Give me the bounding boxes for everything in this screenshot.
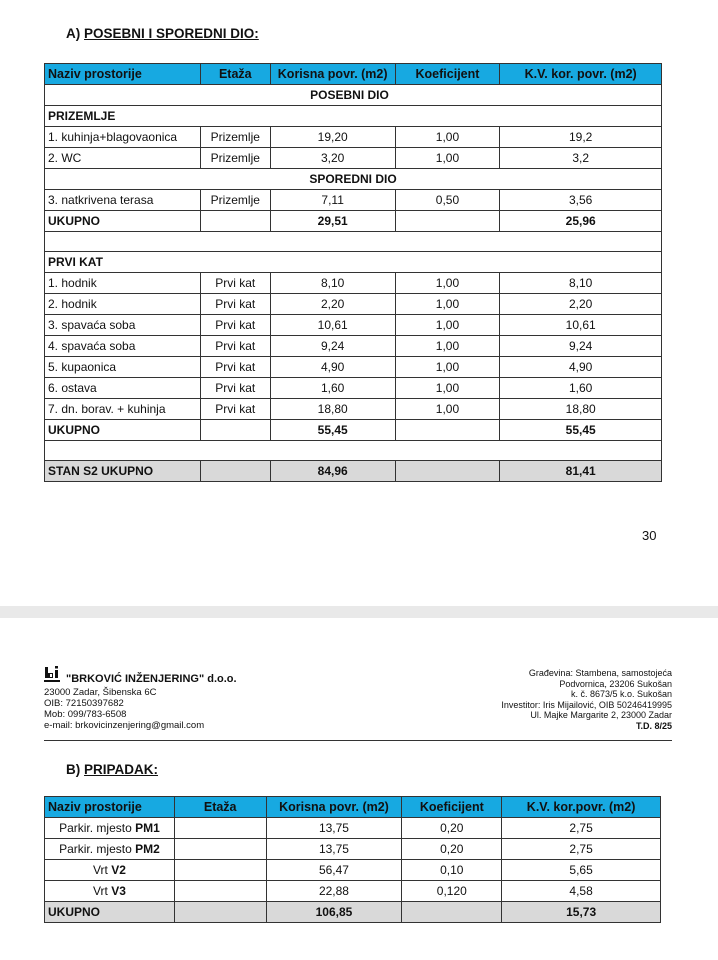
room-kv: 8,10 bbox=[500, 273, 662, 294]
room-kv: 2,75 bbox=[502, 818, 661, 839]
room-coef: 0,120 bbox=[402, 881, 502, 902]
table-row bbox=[45, 399, 662, 420]
ukupno-kv: 25,96 bbox=[500, 211, 662, 232]
prizemlje-row bbox=[45, 106, 662, 127]
pripadak-total-row bbox=[45, 902, 661, 923]
header-etaza: Etaža bbox=[174, 797, 266, 818]
header-etaza: Etaža bbox=[200, 64, 270, 85]
ukupno-kv: 55,45 bbox=[500, 420, 662, 441]
room-prefix: Parkir. mjesto bbox=[59, 842, 136, 856]
table-row bbox=[45, 294, 662, 315]
room-prefix: Parkir. mjesto bbox=[59, 821, 136, 835]
section-a-title bbox=[66, 26, 259, 41]
stan-total-row bbox=[45, 461, 662, 482]
table-row bbox=[45, 190, 662, 211]
total-kv: 15,73 bbox=[502, 902, 661, 923]
header-korisna: Korisna povr. (m2) bbox=[270, 64, 395, 85]
room-coef: 1,00 bbox=[395, 357, 500, 378]
company-email: e-mail: brkovicinzenjering@gmail.com bbox=[44, 720, 205, 731]
prvi-kat-label: PRVI KAT bbox=[45, 252, 662, 273]
company-mob: Mob: 099/783-6508 bbox=[44, 709, 127, 720]
room-area: 13,75 bbox=[266, 839, 402, 860]
room-name: 1. kuhinja+blagovaonica bbox=[45, 127, 201, 148]
room-name: 5. kupaonica bbox=[45, 357, 201, 378]
room-name: 2. hodnik bbox=[45, 294, 201, 315]
table-row bbox=[45, 148, 662, 169]
project-line: Ul. Majke Margarite 2, 23000 Zadar bbox=[530, 710, 672, 721]
room-name bbox=[45, 860, 175, 881]
company-info bbox=[44, 673, 237, 731]
room-area: 7,11 bbox=[270, 190, 395, 211]
room-floor: Prizemlje bbox=[200, 127, 270, 148]
prizemlje-label: PRIZEMLJE bbox=[45, 106, 662, 127]
project-line: Investitor: Iris Mijailović, OIB 50246419995 bbox=[501, 699, 672, 710]
room-coef: 1,00 bbox=[395, 127, 500, 148]
room-coef: 1,00 bbox=[395, 148, 500, 169]
header-divider bbox=[44, 740, 672, 741]
room-floor: Prvi kat bbox=[200, 315, 270, 336]
total-label: UKUPNO bbox=[45, 902, 175, 923]
room-prefix: Vrt bbox=[92, 863, 112, 877]
room-name: 6. ostava bbox=[45, 378, 201, 399]
header-kv: K.V. kor.povr. (m2) bbox=[502, 797, 661, 818]
room-kv: 1,60 bbox=[500, 378, 662, 399]
room-kv: 10,61 bbox=[500, 315, 662, 336]
room-kv: 3,56 bbox=[500, 190, 662, 211]
table-row bbox=[45, 315, 662, 336]
room-coef: 0,20 bbox=[402, 818, 502, 839]
table-row bbox=[45, 336, 662, 357]
room-floor: Prvi kat bbox=[200, 399, 270, 420]
room-name: 4. spavaća soba bbox=[45, 336, 201, 357]
section-a-letter: A) bbox=[66, 26, 81, 41]
room-floor: Prvi kat bbox=[200, 273, 270, 294]
room-kv: 5,65 bbox=[502, 860, 661, 881]
table-header-row bbox=[45, 797, 661, 818]
ukupno-label: UKUPNO bbox=[45, 420, 201, 441]
room-area: 22,88 bbox=[266, 881, 402, 902]
header-koeficijent: Koeficijent bbox=[395, 64, 500, 85]
room-area: 4,90 bbox=[270, 357, 395, 378]
header-naziv: Naziv prostorije bbox=[45, 64, 201, 85]
room-kv: 2,20 bbox=[500, 294, 662, 315]
company-oib: OIB: 72150397682 bbox=[44, 698, 124, 709]
sporedni-dio-row bbox=[45, 169, 662, 190]
ukupno-prizemlje-row bbox=[45, 211, 662, 232]
room-area: 1,60 bbox=[270, 378, 395, 399]
stan-total-area: 84,96 bbox=[270, 461, 395, 482]
room-coef: 0,10 bbox=[402, 860, 502, 881]
room-floor: Prvi kat bbox=[200, 294, 270, 315]
room-prefix: Vrt bbox=[92, 884, 112, 898]
section-b-letter: B) bbox=[66, 762, 81, 777]
room-kv: 4,58 bbox=[502, 881, 661, 902]
room-area: 3,20 bbox=[270, 148, 395, 169]
room-kv: 4,90 bbox=[500, 357, 662, 378]
room-code: V3 bbox=[111, 884, 126, 898]
room-name: 1. hodnik bbox=[45, 273, 201, 294]
table-row bbox=[45, 273, 662, 294]
room-code: PM1 bbox=[135, 821, 160, 835]
room-kv: 3,2 bbox=[500, 148, 662, 169]
room-name: 3. spavaća soba bbox=[45, 315, 201, 336]
prvi-kat-row bbox=[45, 252, 662, 273]
room-coef: 0,20 bbox=[402, 839, 502, 860]
project-line: Podvornica, 23206 Sukošan bbox=[559, 678, 672, 689]
posebni-dio-label: POSEBNI DIO bbox=[310, 88, 389, 102]
table-row bbox=[45, 839, 661, 860]
room-name bbox=[45, 818, 175, 839]
header-naziv: Naziv prostorije bbox=[45, 797, 175, 818]
room-name bbox=[45, 881, 175, 902]
table-row bbox=[45, 818, 661, 839]
room-coef: 1,00 bbox=[395, 273, 500, 294]
table-row bbox=[45, 127, 662, 148]
project-info bbox=[501, 668, 672, 732]
room-floor: Prizemlje bbox=[200, 148, 270, 169]
room-area: 2,20 bbox=[270, 294, 395, 315]
header-kv: K.V. kor. povr. (m2) bbox=[500, 64, 662, 85]
project-line: Građevina: Stambena, samostojeća bbox=[528, 668, 672, 678]
room-coef: 1,00 bbox=[395, 399, 500, 420]
company-address: 23000 Zadar, Šibenska 6C bbox=[44, 687, 157, 698]
project-line: k. č. 8673/5 k.o. Sukošan bbox=[570, 689, 672, 700]
room-kv: 18,80 bbox=[500, 399, 662, 420]
posebni-sporedni-table bbox=[44, 63, 662, 482]
room-coef: 1,00 bbox=[395, 378, 500, 399]
room-kv: 19,2 bbox=[500, 127, 662, 148]
room-area: 9,24 bbox=[270, 336, 395, 357]
room-code: V2 bbox=[111, 863, 126, 877]
ukupno-area: 29,51 bbox=[270, 211, 395, 232]
room-name: 2. WC bbox=[45, 148, 201, 169]
room-area: 56,47 bbox=[266, 860, 402, 881]
room-area: 10,61 bbox=[270, 315, 395, 336]
room-coef: 0,50 bbox=[395, 190, 500, 211]
table-row bbox=[45, 357, 662, 378]
blank-row bbox=[45, 441, 662, 461]
table-row bbox=[45, 860, 661, 881]
sporedni-dio-label: SPOREDNI DIO bbox=[45, 169, 662, 190]
room-coef: 1,00 bbox=[395, 315, 500, 336]
section-b-title bbox=[66, 762, 158, 777]
blank-row bbox=[45, 232, 662, 252]
pripadak-table bbox=[44, 796, 661, 923]
section-a-text: POSEBNI I SPOREDNI DIO: bbox=[84, 26, 259, 41]
room-name bbox=[45, 839, 175, 860]
room-area: 8,10 bbox=[270, 273, 395, 294]
room-area: 19,20 bbox=[270, 127, 395, 148]
room-floor: Prvi kat bbox=[200, 336, 270, 357]
header-koeficijent: Koeficijent bbox=[402, 797, 502, 818]
room-kv: 9,24 bbox=[500, 336, 662, 357]
room-name: 7. dn. borav. + kuhinja bbox=[45, 399, 201, 420]
table-row bbox=[45, 881, 661, 902]
room-coef: 1,00 bbox=[395, 294, 500, 315]
room-coef: 1,00 bbox=[395, 336, 500, 357]
company-name: "BRKOVIĆ INŽENJERING" d.o.o. bbox=[66, 673, 237, 685]
ukupno-label: UKUPNO bbox=[45, 211, 201, 232]
project-td: T.D. 8/25 bbox=[635, 720, 672, 731]
room-floor: Prizemlje bbox=[200, 190, 270, 211]
room-area: 13,75 bbox=[266, 818, 402, 839]
section-b-text: PRIPADAK: bbox=[84, 762, 159, 777]
page-number: 30 bbox=[642, 528, 657, 543]
room-code: PM2 bbox=[135, 842, 160, 856]
ukupno-prvi-kat-row bbox=[45, 420, 662, 441]
header-korisna: Korisna povr. (m2) bbox=[266, 797, 402, 818]
ukupno-area: 55,45 bbox=[270, 420, 395, 441]
table-header-row bbox=[45, 64, 662, 85]
posebni-dio-row bbox=[45, 85, 662, 106]
room-name: 3. natkrivena terasa bbox=[45, 190, 201, 211]
room-area: 18,80 bbox=[270, 399, 395, 420]
stan-total-kv: 81,41 bbox=[500, 461, 662, 482]
room-kv: 2,75 bbox=[502, 839, 661, 860]
table-row bbox=[45, 378, 662, 399]
room-floor: Prvi kat bbox=[200, 378, 270, 399]
total-area: 106,85 bbox=[266, 902, 402, 923]
room-floor: Prvi kat bbox=[200, 357, 270, 378]
stan-total-label: STAN S2 UKUPNO bbox=[45, 461, 201, 482]
